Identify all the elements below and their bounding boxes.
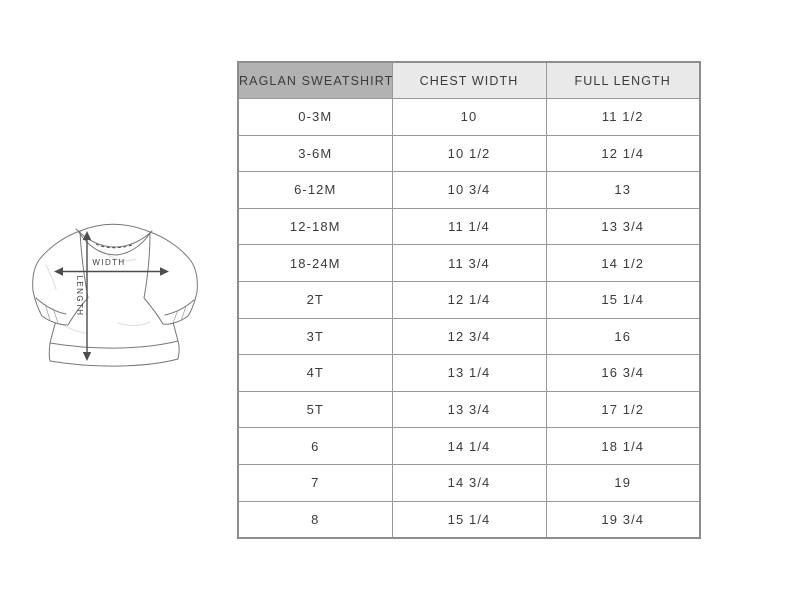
full-length-cell: 14 1/2 [546, 245, 700, 282]
size-cell: 18-24M [238, 245, 392, 282]
size-cell: 2T [238, 281, 392, 318]
table-row [238, 281, 700, 318]
table-row [238, 208, 700, 245]
full-length-cell: 12 1/4 [546, 135, 700, 172]
chest-width-cell: 13 1/4 [392, 355, 546, 392]
chest-width-cell: 10 1/2 [392, 135, 546, 172]
table-row [238, 318, 700, 355]
length-label: LENGTH [75, 275, 84, 317]
full-length-cell: 11 1/2 [546, 99, 700, 136]
table-row [238, 355, 700, 392]
table-row [238, 464, 700, 501]
full-length-cell: 13 3/4 [546, 208, 700, 245]
size-cell: 0-3M [238, 99, 392, 136]
size-cell: 7 [238, 464, 392, 501]
size-table-body [238, 99, 700, 539]
size-cell: 12-18M [238, 208, 392, 245]
full-length-cell: 15 1/4 [546, 281, 700, 318]
size-chart-table [237, 61, 701, 539]
header-cell-raglan-sweatshirt: RAGLAN SWEATSHIRT [238, 62, 392, 99]
size-cell: 5T [238, 391, 392, 428]
chest-width-cell: 11 3/4 [392, 245, 546, 282]
table-row [238, 245, 700, 282]
chest-width-cell: 14 1/4 [392, 428, 546, 465]
header-cell-chest-width: CHEST WIDTH [392, 62, 546, 99]
chest-width-cell: 13 3/4 [392, 391, 546, 428]
width-label: WIDTH [92, 258, 126, 267]
chest-width-cell: 10 [392, 99, 546, 136]
full-length-cell: 16 [546, 318, 700, 355]
table-row [238, 172, 700, 209]
table-row [238, 391, 700, 428]
size-table-header [238, 62, 700, 99]
chest-width-cell: 10 3/4 [392, 172, 546, 209]
full-length-cell: 18 1/4 [546, 428, 700, 465]
chest-width-cell: 15 1/4 [392, 501, 546, 538]
size-cell: 3-6M [238, 135, 392, 172]
chest-width-cell: 14 3/4 [392, 464, 546, 501]
full-length-cell: 13 [546, 172, 700, 209]
size-cell: 4T [238, 355, 392, 392]
sweatshirt-illustration [20, 203, 218, 373]
full-length-cell: 19 3/4 [546, 501, 700, 538]
full-length-cell: 16 3/4 [546, 355, 700, 392]
header-cell-full-length: FULL LENGTH [546, 62, 700, 99]
table-row [238, 501, 700, 538]
chest-width-cell: 11 1/4 [392, 208, 546, 245]
size-cell: 6-12M [238, 172, 392, 209]
table-row [238, 99, 700, 136]
table-row [238, 428, 700, 465]
size-cell: 3T [238, 318, 392, 355]
chest-width-cell: 12 3/4 [392, 318, 546, 355]
table-row [238, 135, 700, 172]
size-cell: 8 [238, 501, 392, 538]
chest-width-cell: 12 1/4 [392, 281, 546, 318]
full-length-cell: 17 1/2 [546, 391, 700, 428]
header-row [238, 62, 700, 99]
size-cell: 6 [238, 428, 392, 465]
full-length-cell: 19 [546, 464, 700, 501]
